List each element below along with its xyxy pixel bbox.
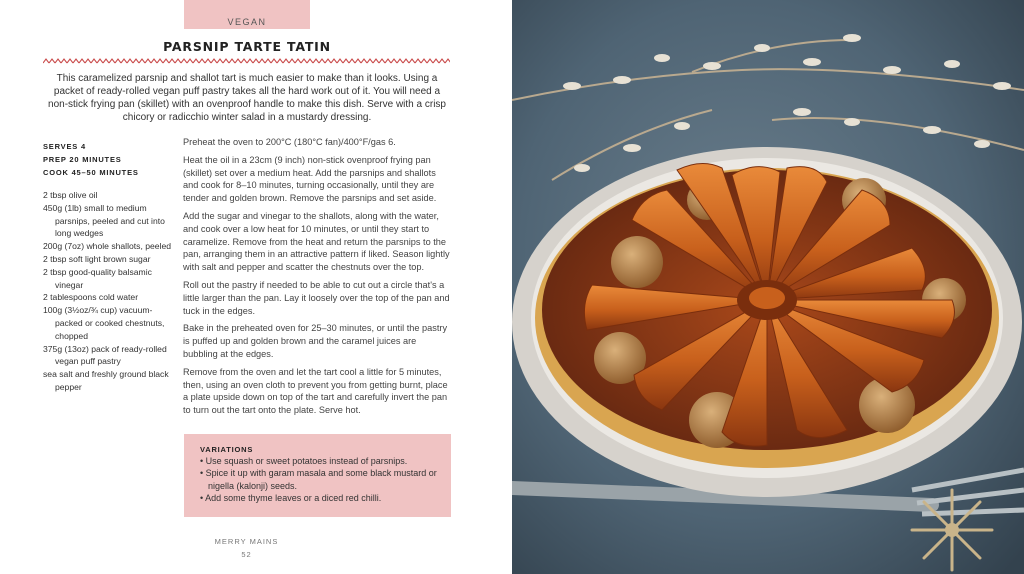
recipe-meta bbox=[43, 140, 183, 179]
variation-item: • Spice it up with garam masala and some black mustard or nigella (kalonji) seeds. bbox=[200, 468, 437, 491]
method-step: Preheat the oven to 200°C (180°C fan)/400°F/gas 6. bbox=[183, 137, 396, 147]
ingredient-item: 200g (7oz) whole shallots, peeled bbox=[43, 241, 172, 252]
page-number: 52 bbox=[241, 550, 252, 559]
method-step: Heat the oil in a 23cm (9 inch) non-stick ovenproof frying pan (skillet) set over a medium heat. Add the parsnips and shallots and cook for 8–10 minutes, turning occasionally, until they are tender and golden brown. Remove the parsnips and set aside. bbox=[183, 154, 437, 204]
zigzag-divider bbox=[43, 58, 450, 64]
variations-title: VARIATIONS bbox=[200, 445, 254, 454]
ingredient-item: 375g (13oz) pack of ready-rolled vegan puff pastry bbox=[43, 343, 167, 367]
cook-time: COOK 45–50 MINUTES bbox=[43, 168, 139, 177]
variations-box bbox=[184, 434, 451, 517]
ingredient-item: 2 tablespoons cold water bbox=[43, 292, 139, 303]
category-tag: VEGAN bbox=[184, 0, 310, 29]
ingredient-item: 100g (3½oz/¾ cup) vacuum-packed or cooked chestnuts, chopped bbox=[43, 305, 165, 341]
method-step: Add the sugar and vinegar to the shallots, along with the water, and cook over a low heat for 10 minutes, or until they start to caramelize. Remove from the heat and return the parsnips to the pan, arranging them in an attractive pattern if liked. Season lightly with salt and pepper and scatter the chestnuts over the top. bbox=[183, 210, 450, 273]
prep-time: PREP 20 MINUTES bbox=[43, 155, 122, 164]
variation-item: • Use squash or sweet potatoes instead of parsnips. bbox=[200, 456, 408, 466]
section-name: MERRY MAINS bbox=[214, 537, 279, 546]
serves-label: SERVES 4 bbox=[43, 142, 86, 151]
ingredient-item: 450g (1lb) small to medium parsnips, peeled and cut into long wedges bbox=[43, 202, 165, 239]
ingredients-list bbox=[43, 189, 178, 394]
method-steps bbox=[183, 136, 453, 422]
ingredient-item: sea salt and freshly ground black pepper bbox=[43, 369, 169, 392]
method-step: Remove from the oven and let the tart cool a little for 5 minutes, then, using an oven cloth to prevent you from getting burnt, place a plate upside down on top of the tart and carefully invert the pan to turn out the tart onto the plate. Serve hot. bbox=[183, 366, 448, 416]
tart-photo-illustration bbox=[512, 0, 1024, 574]
ingredient-item: 2 tbsp good-quality balsamic vinegar bbox=[43, 266, 152, 290]
method-step: Bake in the preheated oven for 25–30 minutes, or until the pastry is puffed up and golden brown and the caramel juices are bubbling at the edges. bbox=[183, 323, 448, 359]
recipe-title: PARSNIP TARTE TATIN bbox=[163, 39, 331, 54]
method-step: Roll out the pastry if needed to be able to cut out a circle that's a little larger than the pan. Lay it loosely over the top of the pan and tuck in the edges. bbox=[183, 279, 450, 316]
recipe-intro: This caramelized parsnip and shallot tart is much easier to make than it looks. Using a packet of ready-rolled vegan puff pastry takes all the hard work out of it. You will need a non-stick frying pan (skillet) with an ovenproof handle to make this dish. Serve with a crisp chicory or radicchio winter salad in a mustardy dressing. bbox=[48, 73, 446, 123]
tart-photo bbox=[512, 0, 1024, 574]
snowflake-icon bbox=[912, 490, 992, 570]
ingredient-item: 2 tbsp soft light brown sugar bbox=[43, 253, 151, 264]
variation-item: • Add some thyme leaves or a diced red chilli. bbox=[200, 492, 382, 503]
page-footer bbox=[184, 535, 309, 561]
ingredient-item: 2 tbsp olive oil bbox=[43, 190, 98, 200]
